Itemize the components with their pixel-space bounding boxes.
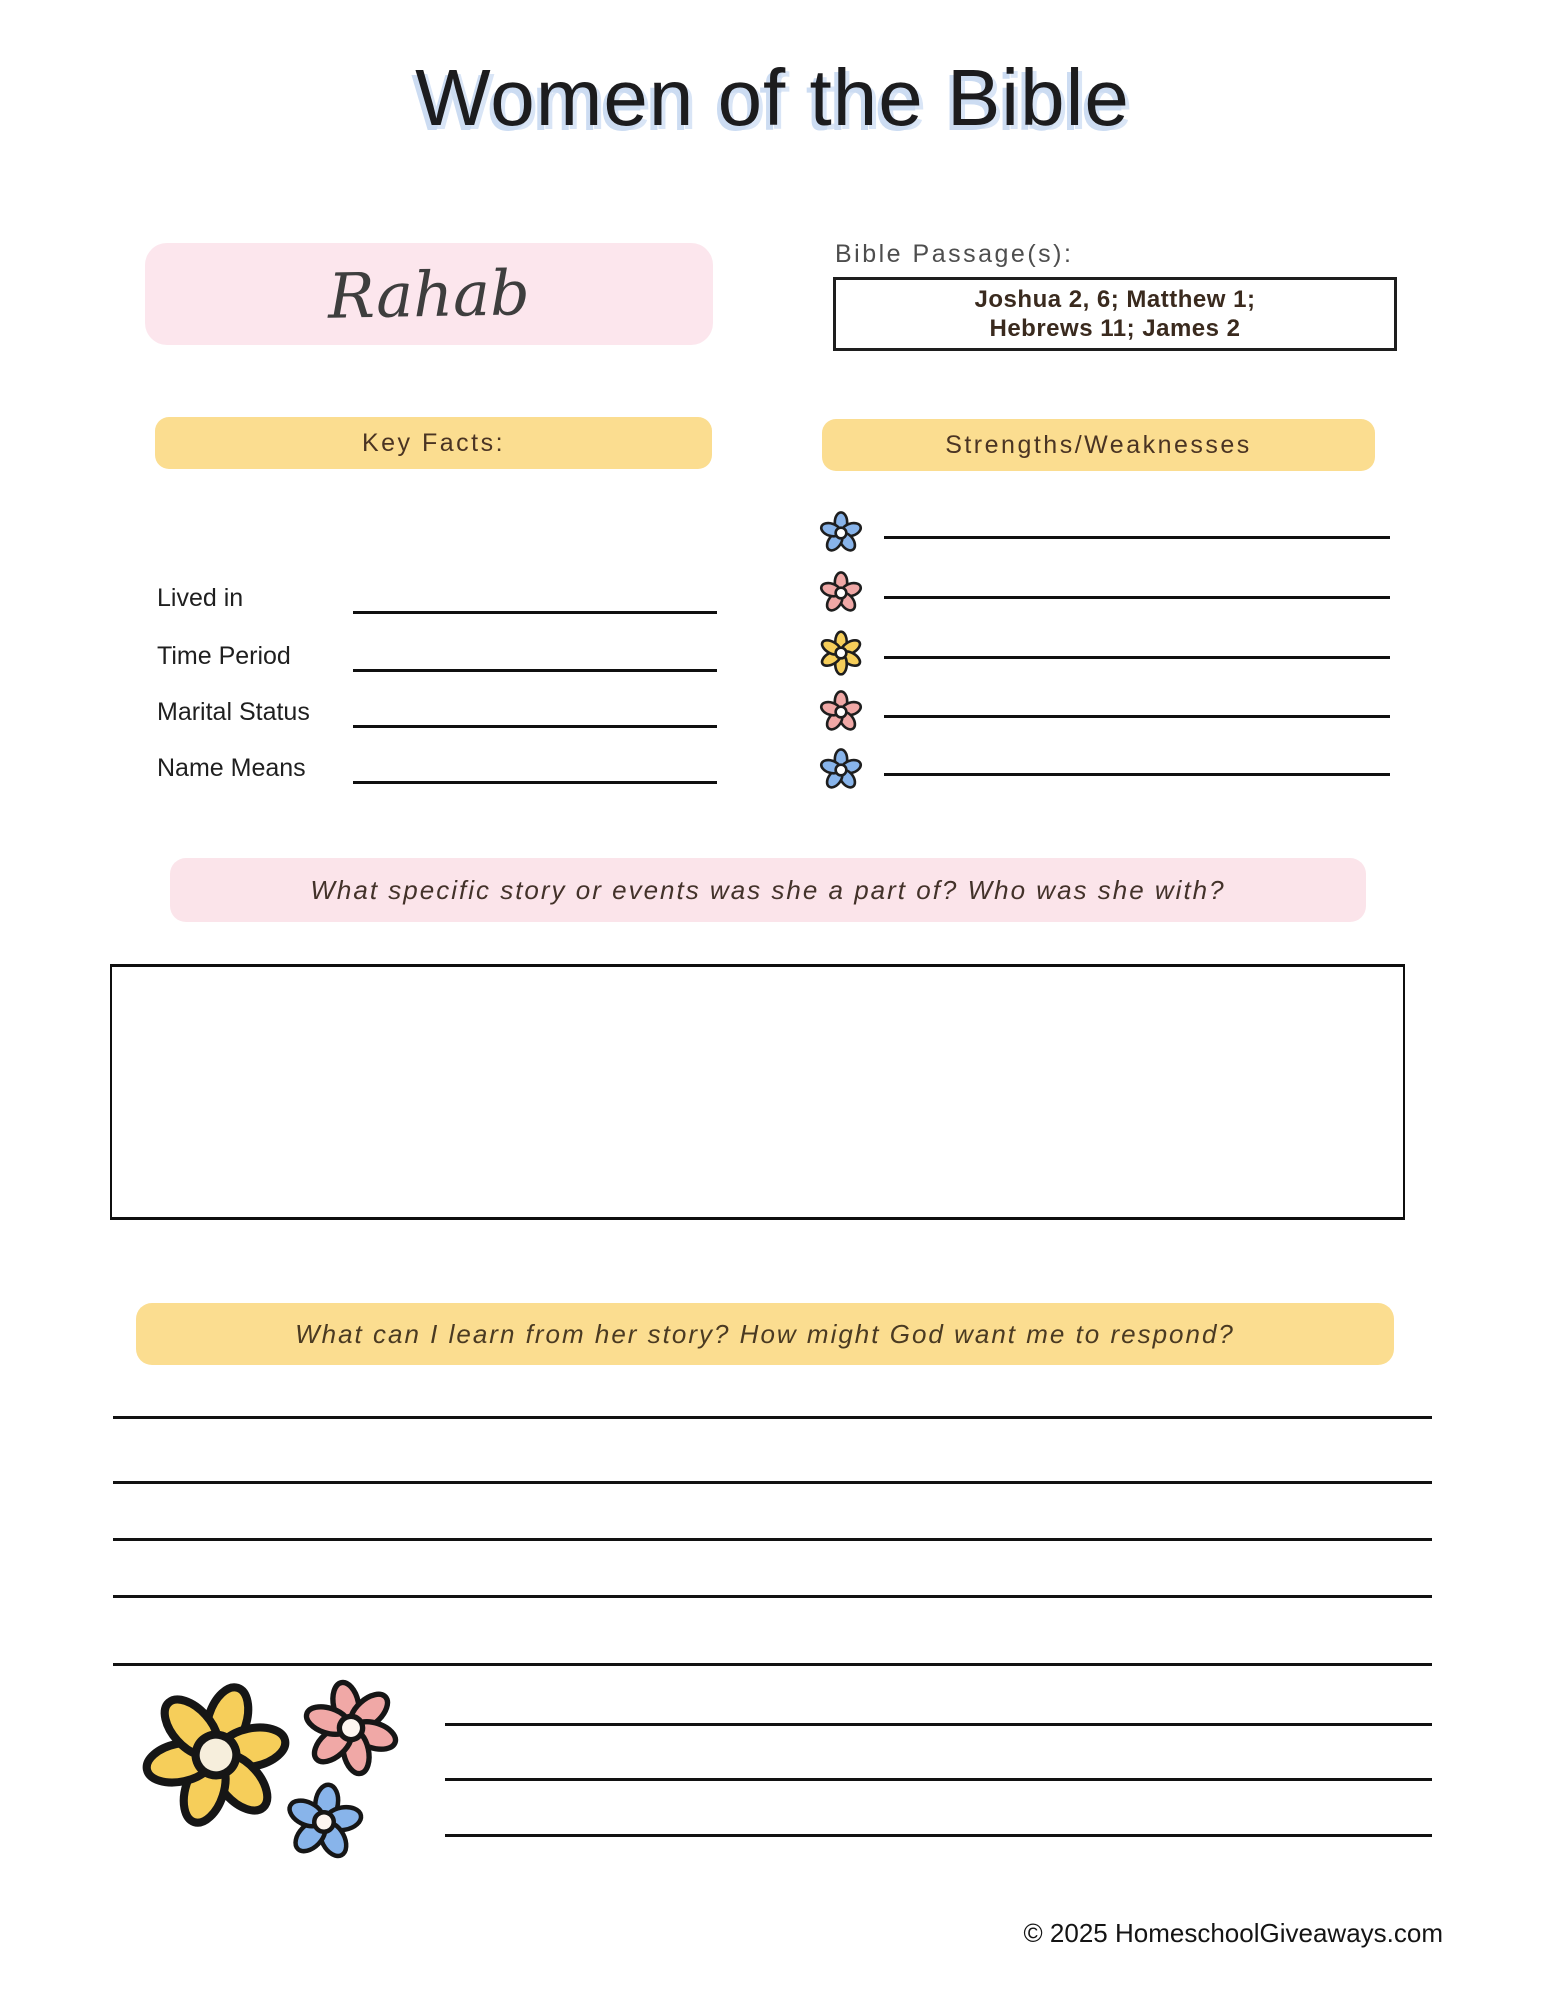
page-title: Women of the Bible (415, 53, 1130, 142)
answer-line[interactable] (445, 1778, 1432, 1781)
strength-answer-line[interactable] (884, 707, 1390, 718)
strengths-weaknesses-header: Strengths/Weaknesses (822, 419, 1375, 471)
blue-flower-icon (818, 747, 864, 793)
answer-line[interactable] (113, 1416, 1432, 1419)
pink-flower-icon (818, 570, 864, 616)
strength-row (818, 510, 1390, 556)
woman-name: Rahab (327, 255, 531, 333)
answer-line[interactable] (113, 1663, 1432, 1666)
answer-line[interactable] (445, 1834, 1432, 1837)
strength-row (818, 747, 1390, 793)
key-fact-row-marital-status (157, 696, 717, 728)
strength-answer-line[interactable] (884, 528, 1390, 539)
answer-line[interactable] (113, 1481, 1432, 1484)
key-fact-answer-line[interactable] (353, 643, 717, 672)
bible-passages-label: Bible Passage(s): (835, 240, 1074, 268)
story-prompt-banner: What specific story or events was she a part of? Who was she with? (170, 858, 1366, 922)
woman-name-box (145, 243, 713, 345)
key-fact-label: Time Period (157, 641, 291, 670)
story-answer-box[interactable] (110, 964, 1405, 1220)
key-fact-answer-line[interactable] (353, 755, 717, 784)
yellow-flower-icon (818, 630, 864, 676)
copyright-footer: © 2025 HomeschoolGiveaways.com (1023, 1918, 1443, 1948)
key-fact-answer-line[interactable] (353, 699, 717, 728)
blue-flower-icon (277, 1775, 372, 1870)
key-fact-row-name-means (157, 752, 717, 784)
answer-line[interactable] (113, 1595, 1432, 1598)
blue-flower-icon (818, 510, 864, 556)
pink-flower-icon (292, 1669, 411, 1788)
respond-prompt-banner: What can I learn from her story? How might God want me to respond? (136, 1303, 1394, 1365)
strength-answer-line[interactable] (884, 648, 1390, 659)
bible-passage-line: Hebrews 11; James 2 (989, 315, 1241, 342)
answer-line[interactable] (445, 1723, 1432, 1726)
strength-row (818, 689, 1390, 735)
key-fact-label: Name Means (157, 753, 306, 782)
key-fact-label: Marital Status (157, 697, 310, 726)
key-facts-header: Key Facts: (155, 417, 712, 469)
strength-answer-line[interactable] (884, 588, 1390, 599)
key-fact-answer-line[interactable] (353, 585, 717, 614)
strength-answer-line[interactable] (884, 765, 1390, 776)
key-fact-row-time-period (157, 640, 717, 672)
strength-row (818, 570, 1390, 616)
answer-line[interactable] (113, 1538, 1432, 1541)
bible-passage-line: Joshua 2, 6; Matthew 1; (974, 285, 1256, 313)
key-fact-row-lived-in (157, 582, 717, 614)
strength-row (818, 630, 1390, 676)
key-fact-label: Lived in (157, 583, 244, 612)
bible-passages-box (833, 277, 1397, 351)
pink-flower-icon (818, 689, 864, 735)
